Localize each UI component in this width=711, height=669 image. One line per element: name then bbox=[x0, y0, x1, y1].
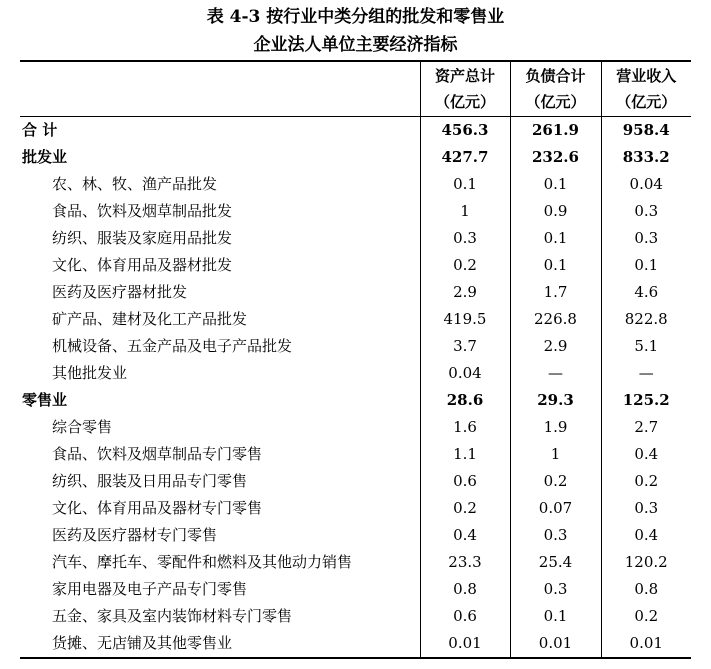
cell-assets: 0.04 bbox=[420, 360, 510, 387]
cell-assets: 419.5 bbox=[420, 306, 510, 333]
cell-liabilities: 261.9 bbox=[510, 117, 601, 145]
cell-assets: 456.3 bbox=[420, 117, 510, 145]
cell-liabilities: 0.01 bbox=[510, 630, 601, 658]
table-title: 表 4-3 按行业中类分组的批发和零售业 bbox=[206, 7, 505, 27]
cell-liabilities: 0.1 bbox=[510, 225, 601, 252]
cell-assets: 0.2 bbox=[420, 252, 510, 279]
header-name: 资产总计 bbox=[434, 67, 495, 85]
row-label: 汽车、摩托车、零配件和燃料及其他动力销售 bbox=[52, 553, 353, 571]
cell-revenue: 4.6 bbox=[601, 279, 691, 306]
cell-assets: 3.7 bbox=[420, 333, 510, 360]
cell-revenue: 0.4 bbox=[601, 441, 691, 468]
table-row bbox=[20, 441, 691, 468]
cell-revenue: 2.7 bbox=[601, 414, 691, 441]
table-row bbox=[20, 117, 691, 145]
row-label: 其他批发业 bbox=[52, 364, 128, 382]
row-label: 矿产品、建材及化工产品批发 bbox=[52, 310, 248, 328]
cell-assets: 1 bbox=[420, 198, 510, 225]
table-row bbox=[20, 603, 691, 630]
table-row bbox=[20, 306, 691, 333]
cell-revenue: 822.8 bbox=[601, 306, 691, 333]
cell-assets: 0.8 bbox=[420, 576, 510, 603]
cell-revenue: 0.8 bbox=[601, 576, 691, 603]
header-unit: （亿元） bbox=[434, 93, 495, 111]
cell-liabilities: 0.3 bbox=[510, 522, 601, 549]
table-row bbox=[20, 333, 691, 360]
cell-assets: 28.6 bbox=[420, 387, 510, 414]
cell-revenue: 0.2 bbox=[601, 468, 691, 495]
cell-assets: 0.6 bbox=[420, 468, 510, 495]
cell-assets: 0.1 bbox=[420, 171, 510, 198]
cell-assets: 1.1 bbox=[420, 441, 510, 468]
table-row bbox=[20, 225, 691, 252]
row-label: 零售业 bbox=[22, 391, 68, 409]
cell-liabilities: 0.07 bbox=[510, 495, 601, 522]
header-name: 营业收入 bbox=[616, 67, 677, 85]
row-label: 家用电器及电子产品专门零售 bbox=[52, 580, 248, 598]
cell-revenue: 125.2 bbox=[601, 387, 691, 414]
table-row bbox=[20, 171, 691, 198]
cell-liabilities: 2.9 bbox=[510, 333, 601, 360]
cell-revenue: 958.4 bbox=[601, 117, 691, 145]
table-row bbox=[20, 279, 691, 306]
row-label: 医药及医疗器材批发 bbox=[52, 283, 188, 301]
table-row bbox=[20, 495, 691, 522]
table-row bbox=[20, 144, 691, 171]
table-row bbox=[20, 630, 691, 658]
row-label: 机械设备、五金产品及电子产品批发 bbox=[52, 337, 293, 355]
cell-revenue: 0.4 bbox=[601, 522, 691, 549]
header-revenue bbox=[601, 61, 691, 117]
row-label: 纺织、服装及家庭用品批发 bbox=[52, 229, 233, 247]
cell-liabilities: 0.1 bbox=[510, 171, 601, 198]
header-unit: （亿元） bbox=[616, 93, 677, 111]
cell-liabilities: 25.4 bbox=[510, 549, 601, 576]
row-label: 五金、家具及室内装饰材料专门零售 bbox=[52, 607, 293, 625]
cell-assets: 0.2 bbox=[420, 495, 510, 522]
cell-assets: 23.3 bbox=[420, 549, 510, 576]
cell-liabilities: — bbox=[510, 360, 601, 387]
cell-assets: 0.01 bbox=[420, 630, 510, 658]
cell-liabilities: 29.3 bbox=[510, 387, 601, 414]
cell-liabilities: 226.8 bbox=[510, 306, 601, 333]
cell-revenue: 0.1 bbox=[601, 252, 691, 279]
cell-liabilities: 1 bbox=[510, 441, 601, 468]
table-row bbox=[20, 360, 691, 387]
cell-liabilities: 232.6 bbox=[510, 144, 601, 171]
row-label: 文化、体育用品及器材专门零售 bbox=[52, 499, 263, 517]
cell-assets: 0.6 bbox=[420, 603, 510, 630]
cell-liabilities: 1.9 bbox=[510, 414, 601, 441]
table-row bbox=[20, 468, 691, 495]
cell-revenue: 833.2 bbox=[601, 144, 691, 171]
header-name: 负债合计 bbox=[525, 67, 586, 85]
header-liabilities bbox=[510, 61, 601, 117]
row-label: 食品、饮料及烟草制品批发 bbox=[52, 202, 233, 220]
table-row bbox=[20, 198, 691, 225]
cell-revenue: 120.2 bbox=[601, 549, 691, 576]
table-subtitle: 企业法人单位主要经济指标 bbox=[253, 35, 458, 55]
cell-revenue: — bbox=[601, 360, 691, 387]
cell-revenue: 0.01 bbox=[601, 630, 691, 658]
header-unit: （亿元） bbox=[525, 93, 586, 111]
cell-revenue: 0.04 bbox=[601, 171, 691, 198]
cell-revenue: 5.1 bbox=[601, 333, 691, 360]
cell-revenue: 0.3 bbox=[601, 198, 691, 225]
row-label: 医药及医疗器材专门零售 bbox=[52, 526, 218, 544]
table-row bbox=[20, 522, 691, 549]
table-row bbox=[20, 414, 691, 441]
header-blank bbox=[20, 61, 420, 117]
cell-liabilities: 0.9 bbox=[510, 198, 601, 225]
cell-assets: 427.7 bbox=[420, 144, 510, 171]
table-row bbox=[20, 252, 691, 279]
cell-assets: 0.4 bbox=[420, 522, 510, 549]
cell-liabilities: 0.1 bbox=[510, 252, 601, 279]
cell-revenue: 0.2 bbox=[601, 603, 691, 630]
cell-liabilities: 0.1 bbox=[510, 603, 601, 630]
table-row bbox=[20, 387, 691, 414]
table-row bbox=[20, 549, 691, 576]
row-label: 农、林、牧、渔产品批发 bbox=[52, 175, 218, 193]
indicator-table bbox=[20, 60, 691, 659]
row-label: 批发业 bbox=[22, 148, 68, 166]
cell-liabilities: 0.3 bbox=[510, 576, 601, 603]
row-label: 食品、饮料及烟草制品专门零售 bbox=[52, 445, 263, 463]
cell-assets: 0.3 bbox=[420, 225, 510, 252]
header-assets bbox=[420, 61, 510, 117]
row-label: 综合零售 bbox=[52, 418, 113, 436]
cell-liabilities: 0.2 bbox=[510, 468, 601, 495]
cell-revenue: 0.3 bbox=[601, 225, 691, 252]
header-row bbox=[20, 61, 691, 117]
cell-assets: 2.9 bbox=[420, 279, 510, 306]
cell-revenue: 0.3 bbox=[601, 495, 691, 522]
cell-assets: 1.6 bbox=[420, 414, 510, 441]
row-label: 合 计 bbox=[22, 121, 58, 139]
row-label: 货摊、无店铺及其他零售业 bbox=[20, 630, 420, 658]
row-label: 纺织、服装及日用品专门零售 bbox=[52, 472, 248, 490]
table-row bbox=[20, 576, 691, 603]
cell-liabilities: 1.7 bbox=[510, 279, 601, 306]
row-label: 文化、体育用品及器材批发 bbox=[52, 256, 233, 274]
